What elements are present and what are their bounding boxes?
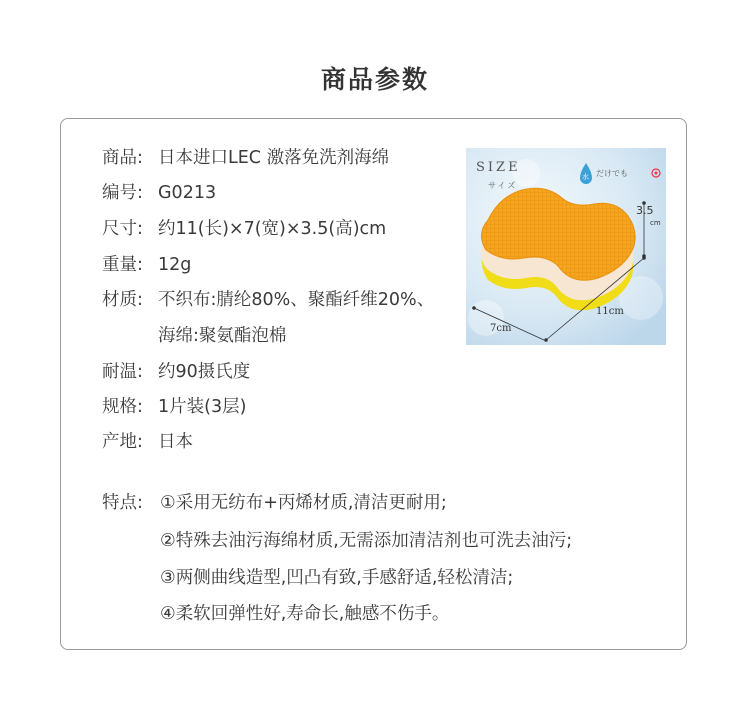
size-heading-sub: サイズ — [488, 181, 518, 190]
spec-row-weight — [102, 253, 191, 277]
length-dimension-label: 11cm — [596, 306, 624, 317]
spec-value: 12g — [158, 255, 192, 275]
spec-material-continued: 海绵:聚氨酯泡棉 — [158, 326, 287, 346]
spec-row-origin — [102, 430, 193, 454]
spec-label: 规格: — [102, 397, 143, 417]
spec-row-temperature — [102, 360, 250, 384]
features-label: 特点: — [102, 493, 143, 513]
spec-value: 不织布:腈纶80%、聚酯纤维20%、 — [158, 290, 435, 310]
spec-label: 材质: — [102, 290, 143, 310]
sponge-size-illustration — [466, 148, 666, 345]
spec-row-material — [102, 288, 434, 312]
badge-water-label: 水 — [582, 173, 589, 181]
spec-value: 约90摄氏度 — [158, 362, 251, 382]
spec-label: 编号: — [102, 183, 143, 203]
spec-row-spec — [102, 395, 246, 419]
feature-item: ①采用无纺布+丙烯材质,清洁更耐用; — [160, 493, 447, 513]
width-dimension-label: 7cm — [490, 323, 512, 334]
spec-label: 耐温: — [102, 362, 143, 382]
feature-item: ②特殊去油污海绵材质,无需添加清洁剂也可洗去油污; — [160, 531, 573, 551]
spec-row-product — [102, 146, 389, 170]
height-dimension-label: 3.5 — [636, 204, 654, 217]
spec-value: 日本进口LEC 激落免洗剂海绵 — [158, 148, 390, 168]
feature-item: ④柔软回弹性好,寿命长,触感不伤手。 — [160, 604, 450, 624]
feature-item: ③两侧曲线造型,凹凸有致,手感舒适,轻松清洁; — [160, 568, 514, 588]
badge-text: だけでも — [596, 169, 628, 178]
page-title: 商品参数 — [320, 65, 429, 94]
spec-row-code — [102, 181, 216, 205]
size-diagram-image — [466, 148, 666, 345]
spec-value: G0213 — [158, 183, 217, 203]
spec-value: 1片装(3层) — [158, 397, 247, 417]
spec-value: 约11(长)×7(宽)×3.5(高)cm — [158, 219, 387, 239]
spec-label: 产地: — [102, 432, 143, 452]
spec-row-size — [102, 217, 386, 241]
spec-label: 商品: — [102, 148, 143, 168]
spec-label: 尺寸: — [102, 219, 143, 239]
height-dimension-unit: cm — [650, 219, 661, 227]
size-heading: SIZE — [476, 160, 521, 175]
spec-label: 重量: — [102, 255, 143, 275]
spec-value: 日本 — [158, 432, 193, 452]
